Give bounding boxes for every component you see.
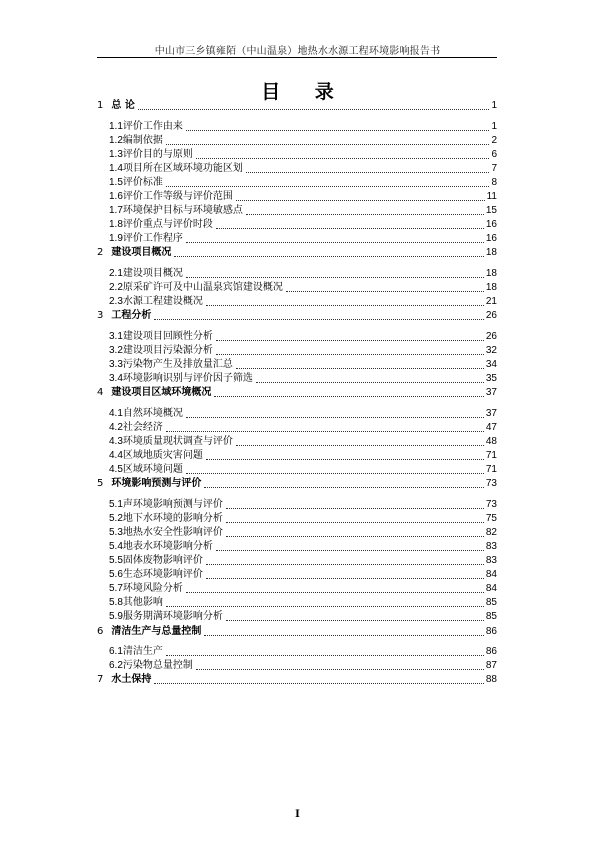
toc-entry-page: 32: [485, 344, 497, 356]
dot-leader: [166, 430, 484, 432]
dot-leader: [186, 472, 484, 474]
dot-leader: [216, 353, 484, 355]
toc-entry-page: 84: [485, 569, 497, 581]
dot-leader: [226, 507, 484, 509]
dot-leader: [236, 367, 484, 369]
toc-entry-number: 5: [97, 478, 104, 490]
toc-entry-page: 73: [485, 478, 497, 490]
toc-section-entry[interactable]: [109, 120, 497, 134]
toc-entry-page: 84: [485, 583, 497, 595]
toc-section-entry[interactable]: [109, 218, 497, 232]
toc-entry-page: 47: [485, 421, 497, 433]
dot-leader: [186, 276, 484, 278]
toc-entry-text: 区域环境问题: [122, 464, 183, 475]
dot-leader: [138, 108, 490, 110]
dot-leader: [206, 304, 484, 306]
toc-entry-number: 5.6: [109, 569, 123, 581]
toc-entry-number: 6.1: [109, 646, 123, 657]
toc-entry-title: [109, 582, 183, 596]
toc-entry-text: 声环境影响预测与评价: [122, 498, 223, 510]
toc-entry-title: [109, 218, 213, 232]
toc-entry-title: [97, 673, 151, 687]
dot-leader: [214, 395, 484, 397]
toc-entry-number: 2.1: [109, 267, 123, 279]
toc-section-entry[interactable]: [109, 358, 497, 372]
dot-leader: [154, 682, 484, 684]
toc-entry-text: 自然环境概况: [122, 407, 183, 419]
toc-entry-page: 83: [485, 540, 497, 552]
toc-entry-title: [109, 645, 163, 659]
toc-section-entry[interactable]: [109, 267, 497, 281]
toc-section-entry[interactable]: [109, 610, 497, 624]
dot-leader: [236, 199, 485, 201]
toc-entry-page: 11: [486, 191, 497, 202]
toc-entry-text: 环境风险分析: [122, 583, 183, 595]
toc-entry-page: 8: [491, 176, 497, 188]
toc-entry-page: 1: [491, 100, 497, 111]
dot-leader: [216, 549, 484, 551]
dot-leader: [246, 171, 490, 173]
toc-entry-title: [109, 526, 223, 540]
dot-leader: [206, 577, 484, 579]
toc-entry-number: 3.4: [109, 373, 123, 384]
toc-chapter-entry[interactable]: [97, 625, 497, 639]
toc-section-entry[interactable]: [109, 148, 497, 162]
toc-entry-page: 2: [491, 134, 497, 146]
toc-entry-number: 7: [97, 674, 104, 686]
toc-entry-text: 清洁生产与总量控制: [111, 625, 202, 637]
toc-entry-number: 5.8: [109, 597, 123, 609]
toc-entry-page: 18: [485, 282, 497, 293]
dot-leader: [206, 563, 484, 565]
toc-entry-text: 其他影响: [122, 597, 163, 609]
dot-leader: [186, 416, 484, 418]
toc-entry-page: 1: [491, 120, 497, 132]
toc-entry-title: [109, 330, 213, 344]
toc-entry-page: 82: [485, 526, 497, 538]
toc-entry-page: 86: [485, 646, 497, 657]
toc-entry-number: 5.2: [109, 512, 123, 524]
toc-section-entry[interactable]: [109, 554, 497, 568]
toc-section-entry[interactable]: [109, 344, 497, 358]
toc-section-entry[interactable]: [109, 540, 497, 554]
toc-entry-title: [109, 449, 203, 463]
toc-section-entry[interactable]: [109, 190, 497, 204]
toc-entry-title: [109, 162, 243, 176]
toc-entry-text: 评价工作等级与评价范围: [122, 191, 233, 202]
dot-leader: [196, 668, 484, 670]
toc-entry-number: 1.1: [109, 120, 123, 132]
toc-entry-title: [109, 120, 183, 134]
toc-section-entry[interactable]: [109, 582, 497, 596]
toc-entry-text: 区域地质灾害问题: [122, 449, 203, 461]
toc-entry-title: [109, 295, 203, 309]
toc-entry-page: 15: [485, 205, 497, 217]
toc-entry-title: [109, 659, 193, 673]
toc-entry-number: 5.1: [109, 498, 123, 510]
toc-entry-number: 3.1: [109, 330, 123, 342]
toc-entry-text: 建设项目概况: [111, 247, 172, 259]
toc-entry-page: 16: [485, 219, 497, 231]
toc-entry-page: 18: [485, 267, 497, 279]
toc-entry-page: 83: [485, 555, 497, 566]
toc-entry-title: [109, 512, 223, 526]
toc-entry-title: [109, 344, 213, 358]
toc-chapter-entry[interactable]: [97, 386, 497, 400]
dot-leader: [216, 227, 484, 229]
toc-section-entry[interactable]: [109, 295, 497, 309]
dot-leader: [166, 605, 484, 607]
toc-entry-number: 1.7: [109, 205, 123, 217]
toc-entry-text: 地热水安全性影响评价: [122, 526, 223, 538]
toc-entry-number: 2: [97, 247, 104, 259]
toc-entry-number: 1.3: [109, 148, 123, 160]
toc-entry-text: 生态环境影响评价: [122, 569, 203, 581]
toc-entry-title: [109, 435, 233, 449]
toc-section-entry[interactable]: [109, 330, 497, 344]
dot-leader: [226, 521, 484, 523]
toc-entry-text: 环境影响识别与评价因子筛选: [122, 373, 253, 384]
dot-leader: [166, 185, 490, 187]
toc-entry-text: 环境影响预测与评价: [111, 478, 202, 490]
page-number: I: [295, 809, 300, 820]
dot-leader: [186, 241, 484, 243]
toc-entry-text: 服务期满环境影响分析: [122, 611, 223, 623]
toc-entry-number: 3: [97, 310, 104, 322]
toc-entry-number: 6: [97, 625, 104, 637]
toc-entry-page: 85: [485, 597, 497, 609]
toc-entry-number: 4.3: [109, 435, 123, 447]
dot-leader: [186, 591, 484, 593]
toc-entry-text: 环境质量现状调查与评价: [122, 435, 233, 447]
toc-entry-number: 5.3: [109, 526, 123, 538]
toc-entry-number: 6.2: [109, 660, 123, 672]
toc-entry-page: 26: [485, 310, 497, 322]
toc-entry-number: 1.6: [109, 191, 123, 202]
toc-entry-title: [97, 246, 171, 260]
toc-section-entry[interactable]: [109, 134, 497, 148]
toc-entry-title: [109, 463, 183, 477]
toc-entry-page: 21: [485, 296, 497, 308]
toc-entry-page: 7: [491, 162, 497, 174]
dot-leader: [166, 654, 484, 656]
toc-entry-title: [109, 281, 283, 295]
toc-entry-title: [109, 596, 163, 610]
toc-entry-text: 建设项目概况: [122, 267, 183, 279]
toc-chapter-entry[interactable]: [97, 673, 497, 687]
toc-entry-text: 地下水环境的影响分析: [122, 512, 223, 524]
toc-entry-number: 1.2: [109, 134, 123, 146]
toc-entry-page: 18: [485, 247, 497, 259]
toc-entry-number: 1.4: [109, 162, 123, 174]
toc-entry-number: 4: [97, 387, 104, 399]
dot-leader: [216, 339, 484, 341]
toc-chapter-entry[interactable]: [97, 309, 497, 323]
toc-entry-page: 71: [485, 449, 497, 461]
toc-entry-title: [97, 625, 201, 639]
toc-entry-title: [109, 554, 203, 568]
toc-entry-number: 3.2: [109, 344, 123, 356]
toc-entry-title: [109, 358, 233, 372]
toc-entry-title: [109, 148, 193, 162]
toc-entry-text: 水土保持: [111, 674, 152, 686]
toc-entry-title: [109, 267, 183, 281]
toc-entry-page: 37: [485, 407, 497, 419]
dot-leader: [256, 381, 484, 383]
dot-leader: [226, 619, 484, 621]
toc-entry-text: 工程分析: [111, 310, 152, 322]
toc-entry-page: 16: [485, 233, 497, 245]
running-header: 中山市三乡镇雍陌（中山温泉）地热水水源工程环境影响报告书: [154, 46, 441, 57]
toc-entry-page: 6: [491, 148, 497, 160]
toc-entry-number: 2.2: [109, 282, 123, 293]
dot-leader: [246, 213, 484, 215]
toc-section-entry[interactable]: [109, 372, 497, 386]
toc-entry-text: 建设项目回顾性分析: [122, 330, 213, 342]
toc-entry-title: [109, 190, 233, 204]
toc-section-entry[interactable]: [109, 498, 497, 512]
toc-section-entry[interactable]: [109, 568, 497, 582]
toc-section-entry[interactable]: [109, 204, 497, 218]
toc-entry-page: 71: [485, 464, 497, 475]
toc-section-entry[interactable]: [109, 449, 497, 463]
toc-entry-title: [109, 204, 243, 218]
toc-entry-text: 环境保护目标与环境敏感点: [122, 205, 243, 217]
toc-entry-number: 1: [97, 100, 104, 111]
dot-leader: [204, 486, 484, 488]
dot-leader: [226, 535, 484, 537]
toc-section-entry[interactable]: [109, 659, 497, 673]
toc-section-entry[interactable]: [109, 281, 497, 295]
toc-section-entry[interactable]: [109, 645, 497, 659]
toc-chapter-entry[interactable]: [97, 99, 497, 113]
toc-entry-title: [109, 540, 213, 554]
toc-section-entry[interactable]: [109, 232, 497, 246]
toc-entry-text: 社会经济: [122, 421, 163, 433]
dot-leader: [196, 157, 490, 159]
dot-leader: [204, 634, 484, 636]
toc-entry-page: 26: [485, 330, 497, 342]
toc-entry-text: 清洁生产: [122, 646, 163, 657]
toc-entry-page: 35: [485, 373, 497, 384]
dot-leader: [286, 290, 484, 292]
toc-entry-page: 75: [485, 512, 497, 524]
toc-entry-title: [109, 610, 223, 624]
dot-leader: [174, 255, 484, 257]
toc-entry-number: 5.7: [109, 583, 123, 595]
toc-entry-page: 48: [485, 435, 497, 447]
toc-entry-title: [109, 232, 183, 246]
toc-entry-title: [97, 386, 211, 400]
toc-entry-title: [109, 498, 223, 512]
toc-entry-title: [109, 134, 163, 148]
toc-entry-text: 评价目的与原则: [122, 148, 193, 160]
toc-entry-text: 地表水环境影响分析: [122, 540, 213, 552]
toc-entry-number: 4.5: [109, 464, 123, 475]
toc-section-entry[interactable]: [109, 526, 497, 540]
dot-leader: [206, 458, 484, 460]
dot-leader: [186, 129, 490, 131]
toc-entry-page: 86: [485, 625, 497, 637]
toc-section-entry[interactable]: [109, 162, 497, 176]
toc-section-entry[interactable]: [109, 435, 497, 449]
toc-entry-title: [97, 477, 201, 491]
header-rule: [97, 57, 497, 58]
toc-section-entry[interactable]: [109, 176, 497, 190]
toc-entry-text: 评价工作程序: [122, 233, 183, 245]
dot-leader: [166, 143, 490, 145]
toc-entry-text: 评价工作由来: [122, 120, 183, 132]
toc-entry-page: 88: [485, 674, 497, 686]
toc-entry-text: 评价标准: [122, 176, 163, 188]
toc-entry-text: 原采矿许可及中山温泉宾馆建设概况: [122, 282, 283, 293]
toc-section-entry[interactable]: [109, 407, 497, 421]
toc-entry-number: 5.5: [109, 555, 123, 566]
toc-entry-number: 1.9: [109, 233, 123, 245]
toc-entry-number: 4.2: [109, 421, 123, 433]
toc-entry-text: 水源工程建设概况: [122, 296, 203, 308]
toc-entry-text: 污染物总量控制: [122, 660, 193, 672]
toc-entry-text: 建设项目污染源分析: [122, 344, 213, 356]
toc-entry-page: 34: [485, 358, 497, 370]
toc-entry-title: [109, 176, 163, 190]
toc-section-entry[interactable]: [109, 512, 497, 526]
toc-entry-page: 85: [485, 611, 497, 623]
toc-entry-number: 5.9: [109, 611, 123, 623]
toc-entry-text: 污染物产生及排放量汇总: [122, 358, 233, 370]
toc-title: 目 录: [261, 81, 348, 103]
toc-entry-number: 1.5: [109, 176, 123, 188]
toc-entry-title: [109, 421, 163, 435]
toc-entry-text: 总 论: [111, 100, 135, 111]
toc-entry-title: [109, 407, 183, 421]
toc-entry-title: [97, 99, 135, 113]
dot-leader: [236, 444, 484, 446]
toc-entry-page: 73: [485, 498, 497, 510]
toc-entry-title: [109, 372, 253, 386]
toc-chapter-entry[interactable]: [97, 477, 497, 491]
toc-entry-title: [109, 568, 203, 582]
toc-entry-text: 建设项目区域环境概况: [111, 387, 212, 399]
toc-section-entry[interactable]: [109, 463, 497, 477]
toc-section-entry[interactable]: [109, 596, 497, 610]
toc-entry-number: 2.3: [109, 296, 123, 308]
toc-entry-text: 评价重点与评价时段: [122, 219, 213, 231]
toc-entry-text: 编制依据: [122, 134, 163, 146]
toc-entry-page: 87: [485, 660, 497, 672]
toc-entry-number: 1.8: [109, 219, 123, 231]
toc-entry-number: 4.1: [109, 407, 123, 419]
toc-section-entry[interactable]: [109, 421, 497, 435]
toc-entry-number: 5.4: [109, 540, 123, 552]
dot-leader: [154, 318, 484, 320]
toc-entry-text: 项目所在区域环境功能区划: [122, 162, 243, 174]
toc-entry-title: [97, 309, 151, 323]
toc-entry-number: 3.3: [109, 358, 123, 370]
toc-entry-page: 37: [485, 387, 497, 399]
toc-entry-number: 4.4: [109, 449, 123, 461]
toc-chapter-entry[interactable]: [97, 246, 497, 260]
toc-entry-text: 固体废物影响评价: [122, 555, 203, 566]
